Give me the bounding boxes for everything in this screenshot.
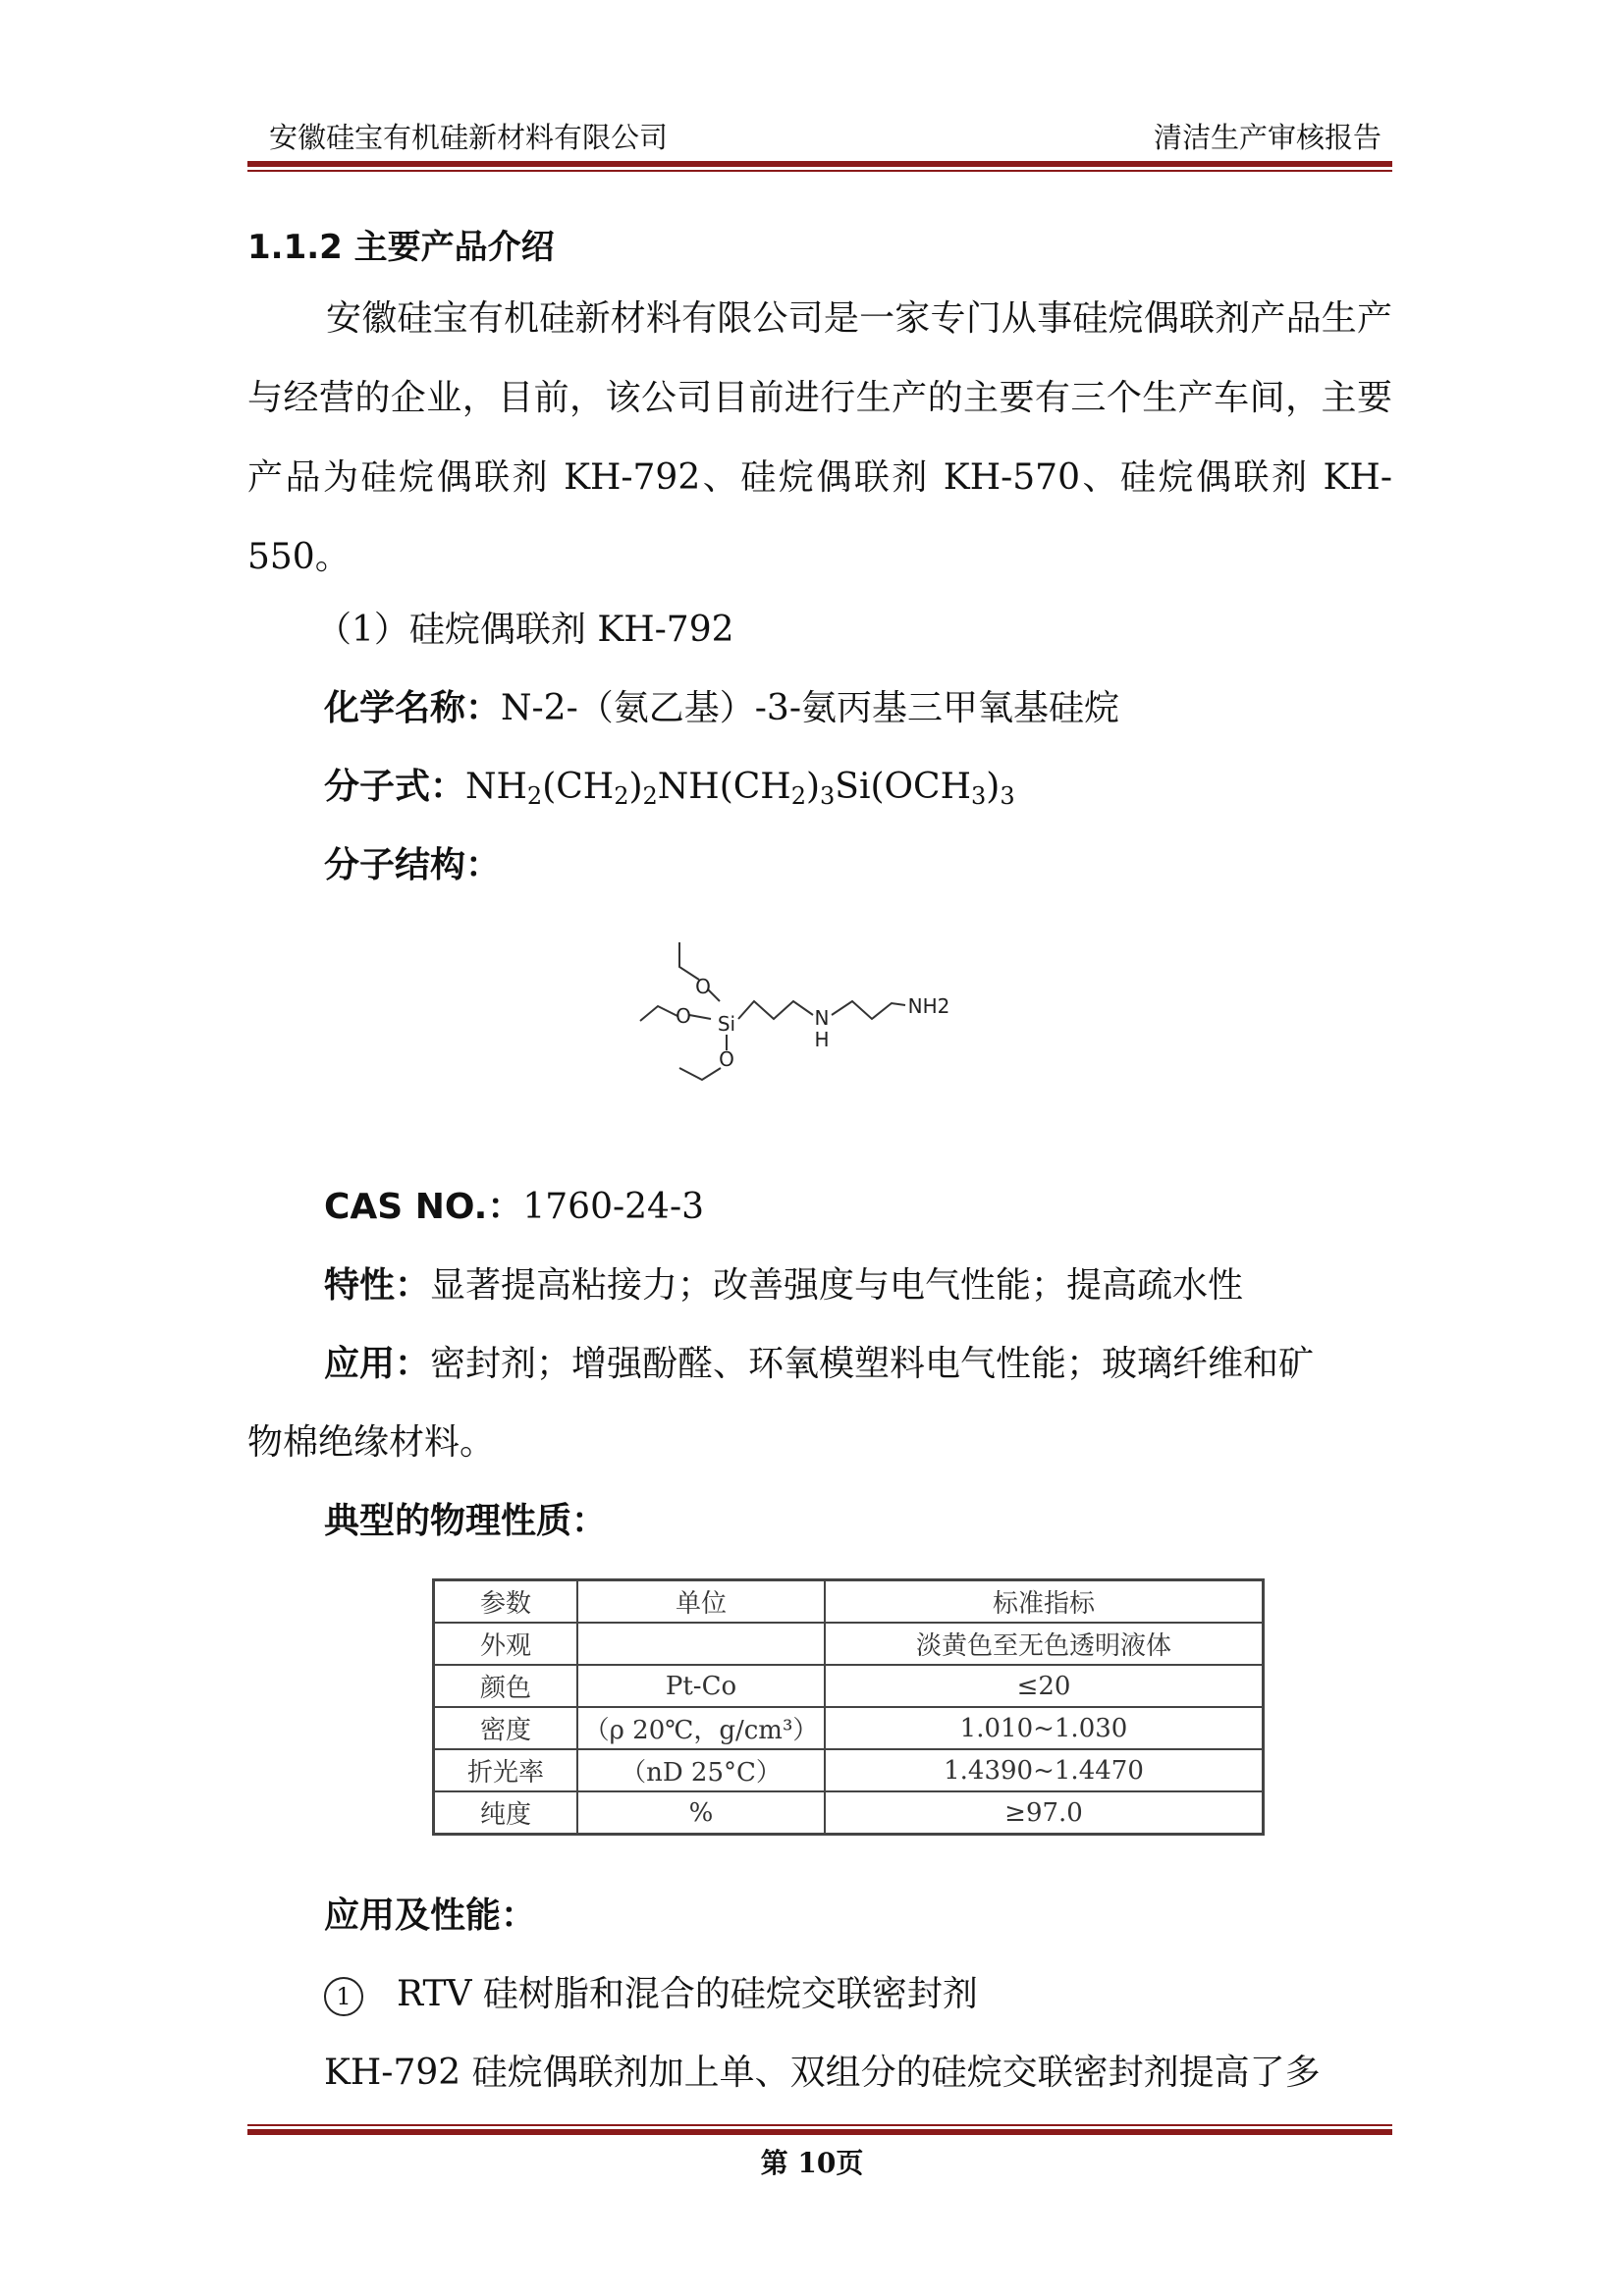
apps-line: [324, 1345, 1314, 1384]
perf-text: KH-792 硅烷偶联剂加上单、双组分的硅烷交联密封剂提高了多: [324, 2053, 1321, 2093]
props-label: 特性：: [324, 1265, 431, 1306]
header-rule-thin: [247, 170, 1392, 172]
apps-continuation: 物棉绝缘材料。: [247, 1422, 496, 1463]
perf-item: [324, 1975, 978, 2016]
table-header-cell: 参数: [434, 1580, 578, 1624]
atom-n: N: [814, 1006, 830, 1030]
atom-o-bottom: O: [719, 1047, 734, 1071]
phys-label: 典型的物理性质：: [324, 1501, 608, 1541]
table-row: [434, 1665, 1264, 1707]
perf-label: 应用及性能：: [324, 1896, 537, 1936]
page-number: 第 10页: [760, 2147, 864, 2179]
header-rule: [247, 161, 1392, 167]
atom-o-left: O: [676, 1004, 691, 1028]
cas-value: 1760-24-3: [522, 1187, 705, 1227]
table-cell: 颜色: [434, 1665, 578, 1707]
apps-label: 应用：: [324, 1344, 431, 1384]
props-line: [324, 1266, 1243, 1306]
molecular-structure: [628, 933, 1001, 1099]
circled-number: 1: [324, 1977, 363, 2016]
cas-label: CAS NO.：: [324, 1187, 523, 1227]
table-cell: 淡黄色至无色透明液体: [825, 1623, 1264, 1665]
atom-h: H: [814, 1028, 830, 1051]
chem-name-value: N-2-（氨乙基）-3-氨丙基三甲氧基硅烷: [501, 688, 1119, 728]
table-header-row: [434, 1580, 1264, 1624]
table-cell: [577, 1623, 825, 1665]
props-value: 显著提高粘接力；改善强度与电气性能；提高疏水性: [430, 1265, 1244, 1306]
table-cell: %: [577, 1791, 825, 1835]
table-row: [434, 1791, 1264, 1835]
intro-text: 安徽硅宝有机硅新材料有限公司是一家专门从事硅烷偶联剂产品生产与经营的企业，目前，该公司目前进行生产的主要有三个生产车间，主要产品为硅烷偶联剂 KH-792、硅烷偶联剂 KH-570、硅烷偶联剂 KH-550。: [247, 298, 1392, 577]
table-cell: 1.4390~1.4470: [825, 1749, 1264, 1791]
table-header-cell: 标准指标: [825, 1580, 1264, 1624]
table-row: [434, 1623, 1264, 1665]
table-cell: 1.010~1.030: [825, 1707, 1264, 1749]
table-cell: 外观: [434, 1623, 578, 1665]
phys-table: [432, 1578, 1265, 1836]
header-company: 安徽硅宝有机硅新材料有限公司: [269, 121, 669, 154]
header-report-title: 清洁生产审核报告: [1153, 121, 1381, 154]
table-cell: Pt-Co: [577, 1665, 825, 1707]
chem-name-line: [324, 689, 1119, 728]
table-cell: 密度: [434, 1707, 578, 1749]
table-cell: ≥97.0: [825, 1791, 1264, 1835]
table-row: [434, 1749, 1264, 1791]
formula-value: $NH_2(CH_2)_2NH(CH_2)_3Si(OCH_3)_3$: [465, 767, 1015, 810]
cas-line: [324, 1188, 704, 1227]
formula-line: [324, 768, 1015, 816]
section-heading: 1.1.2 主要产品介绍: [247, 228, 555, 267]
table-cell: （nD 25°C）: [577, 1749, 825, 1791]
table-cell: 折光率: [434, 1749, 578, 1791]
formula-label: 分子式：: [324, 767, 466, 807]
table-cell: （ρ 20℃，g/cm³）: [577, 1707, 825, 1749]
atom-si: Si: [717, 1012, 736, 1036]
table-cell: 纯度: [434, 1791, 578, 1835]
footer-rule: [247, 2129, 1392, 2135]
product-title: （1）硅烷偶联剂 KH-792: [316, 610, 734, 650]
table-cell: ≤20: [825, 1665, 1264, 1707]
table-row: [434, 1707, 1264, 1749]
perf-item-text: RTV 硅树脂和混合的硅烷交联密封剂: [397, 1974, 978, 2014]
apps-value: 密封剂；增强酚醛、环氧模塑料电气性能；玻璃纤维和矿: [430, 1344, 1315, 1384]
chem-name-label: 化学名称：: [324, 688, 502, 728]
atom-nh2: NH2: [907, 994, 950, 1018]
table-header-cell: 单位: [577, 1580, 825, 1624]
intro-paragraph: [247, 279, 1392, 597]
structure-label: 分子结构：: [324, 845, 502, 885]
footer-rule-thin: [247, 2124, 1392, 2126]
atom-o-top: O: [695, 975, 711, 998]
